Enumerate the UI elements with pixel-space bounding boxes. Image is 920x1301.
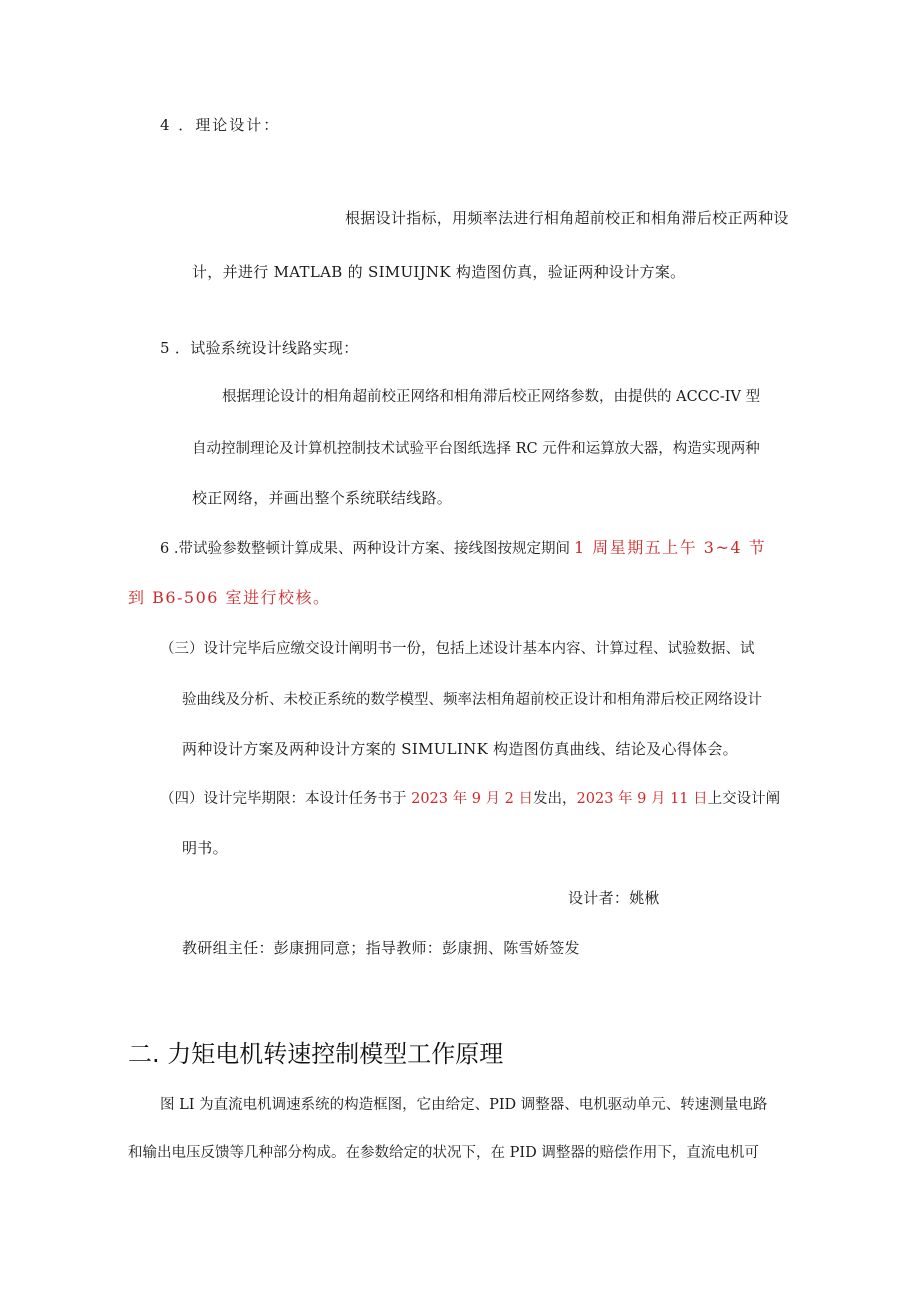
part-4-text-1: （四）设计完毕期限：本设计任务书于	[160, 791, 412, 807]
section-5-paragraph-line-3: 校正网络，并画出整个系统联结线路。	[192, 489, 453, 507]
part-4-issue-date: 2023 年 9 月 2 日	[411, 791, 534, 807]
part-3-line-1: （三）设计完毕后应缴交设计阐明书一份，包括上述设计基本内容、计算过程、试验数据、试	[160, 641, 755, 657]
section-5-paragraph-line-1: 根据理论设计的相角超前校正网络和相角滞后校正网络参数，由提供的 ACCC-IV 型	[222, 389, 761, 405]
part-4-line-1	[160, 789, 780, 809]
part-4-text-3: 上交设计阐	[707, 791, 781, 807]
designer-signature-line: 设计者：姚楸	[568, 889, 660, 907]
chapter-paragraph-line-1: 图 LI 为直流电机调速系统的构造框图，它由给定、PID 调整器、电机驱动单元、转速测量电路	[160, 1097, 768, 1113]
section-6-line-2: 到 B6-506 室进行校核。	[128, 588, 331, 607]
chapter-paragraph-line-2: 和输出电压反馈等几种部分构成。在参数给定的状况下，在 PID 调整器的赔偿作用下，直流电机可	[128, 1145, 759, 1161]
part-4-due-date: 2023 年 9 月 11 日	[576, 791, 708, 807]
section-6-schedule-highlight: 1 周星期五上午 3~4 节	[573, 538, 767, 557]
approval-line: 教研组主任：彭康拥同意；指导教师：彭康拥、陈雪娇签发	[182, 939, 580, 957]
section-4-paragraph-line-2: 计，并进行 MATLAB 的 SIMUIJNK 构造图仿真，验证两种设计方案。	[192, 263, 686, 281]
section-6-prefix: 6 .带试验参数整顿计算成果、两种设计方案、接线图按规定期间	[160, 541, 570, 557]
part-3-line-2: 验曲线及分析、未校正系统的数学模型、频率法相角超前校正设计和相角滞后校正网络设计	[182, 692, 762, 708]
chapter-title: 二. 力矩电机转速控制模型工作原理	[128, 1040, 504, 1068]
section-5-heading: 5 ．试验系统设计线路实现：	[160, 339, 359, 357]
section-6-line-1	[160, 538, 766, 559]
part-4-text-2: 发出，	[533, 791, 577, 807]
part-4-line-2: 明书。	[182, 839, 228, 857]
section-5-paragraph-line-2: 自动控制理论及计算机控制技术试验平台图纸选择 RC 元件和运算放大器，构造实现两种	[192, 441, 760, 457]
section-4-heading: 4 ．理论设计：	[160, 116, 281, 134]
part-3-line-3: 两种设计方案及两种设计方案的 SIMULINK 构造图仿真曲线、结论及心得体会。	[182, 740, 738, 758]
section-4-paragraph-line-1: 根据设计指标，用频率法进行相角超前校正和相角滞后校正两种设	[345, 209, 789, 227]
